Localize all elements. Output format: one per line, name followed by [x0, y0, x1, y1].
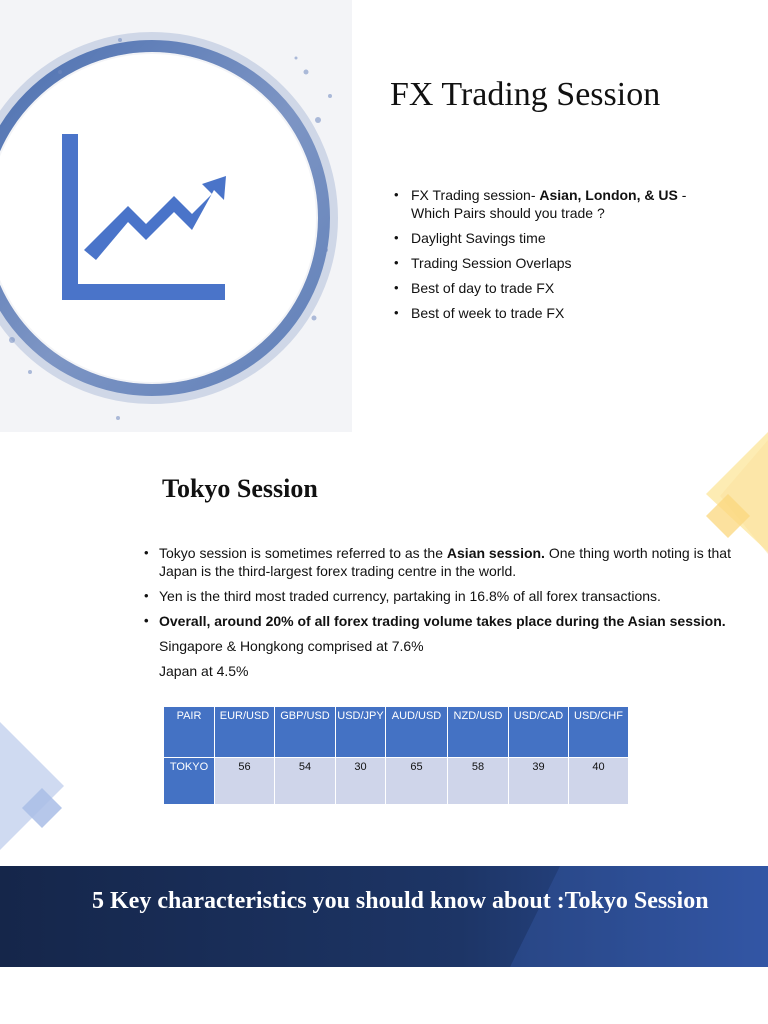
col-header: GBP/USD: [275, 707, 336, 758]
slide-fx-trading-session: [0, 0, 768, 432]
slide-title: Tokyo Session: [162, 474, 318, 503]
table-cell: 65: [386, 758, 448, 805]
list-item: • FX Trading session- Asian, London, & US - Which Pairs should you trade ?: [392, 186, 722, 222]
list-item: • Overall, around 20% of all forex trading volume takes place during the Asian session.: [144, 612, 734, 630]
slide-title: 5 Key characteristics you should know about :Tokyo Session: [92, 888, 709, 914]
slide-key-characteristics: [0, 866, 768, 967]
col-header: AUD/USD: [386, 707, 448, 758]
list-item: • Trading Session Overlaps: [392, 254, 722, 272]
table-cell: 40: [569, 758, 629, 805]
note-singapore-hongkong: Singapore & Hongkong comprised at 7.6%: [159, 638, 424, 654]
table-cell: 58: [448, 758, 509, 805]
table-cell: 39: [509, 758, 569, 805]
list-item: • Best of week to trade FX: [392, 304, 722, 322]
table-cell: 56: [215, 758, 275, 805]
col-header: NZD/USD: [448, 707, 509, 758]
background-glow: [0, 866, 768, 967]
bullet-list: [392, 186, 722, 329]
table-cell: 54: [275, 758, 336, 805]
col-header: PAIR: [164, 707, 215, 758]
row-header: TOKYO: [164, 758, 215, 805]
list-item: • Yen is the third most traded currency, partaking in 16.8% of all forex transactions.: [144, 587, 734, 605]
session-volume-table: [163, 706, 629, 805]
col-header: USD/CAD: [509, 707, 569, 758]
slide-title: FX Trading Session: [390, 76, 661, 113]
bullet-list: [144, 544, 734, 687]
list-item: • Best of day to trade FX: [392, 279, 722, 297]
table-cell: 30: [336, 758, 386, 805]
line-chart-trend-up-icon: [56, 130, 232, 306]
slide-tokyo-session: [0, 432, 768, 864]
col-header: EUR/USD: [215, 707, 275, 758]
note-japan: Japan at 4.5%: [159, 663, 249, 679]
list-item: • Tokyo session is sometimes referred to as the Asian session. One thing worth noting is that Japan is the third-largest forex trading centre in the world.: [144, 544, 734, 580]
col-header: USD/CHF: [569, 707, 629, 758]
table-row: [164, 758, 629, 805]
col-header: USD/JPY: [336, 707, 386, 758]
list-item: • Daylight Savings time: [392, 229, 722, 247]
table-header-row: [164, 707, 629, 758]
